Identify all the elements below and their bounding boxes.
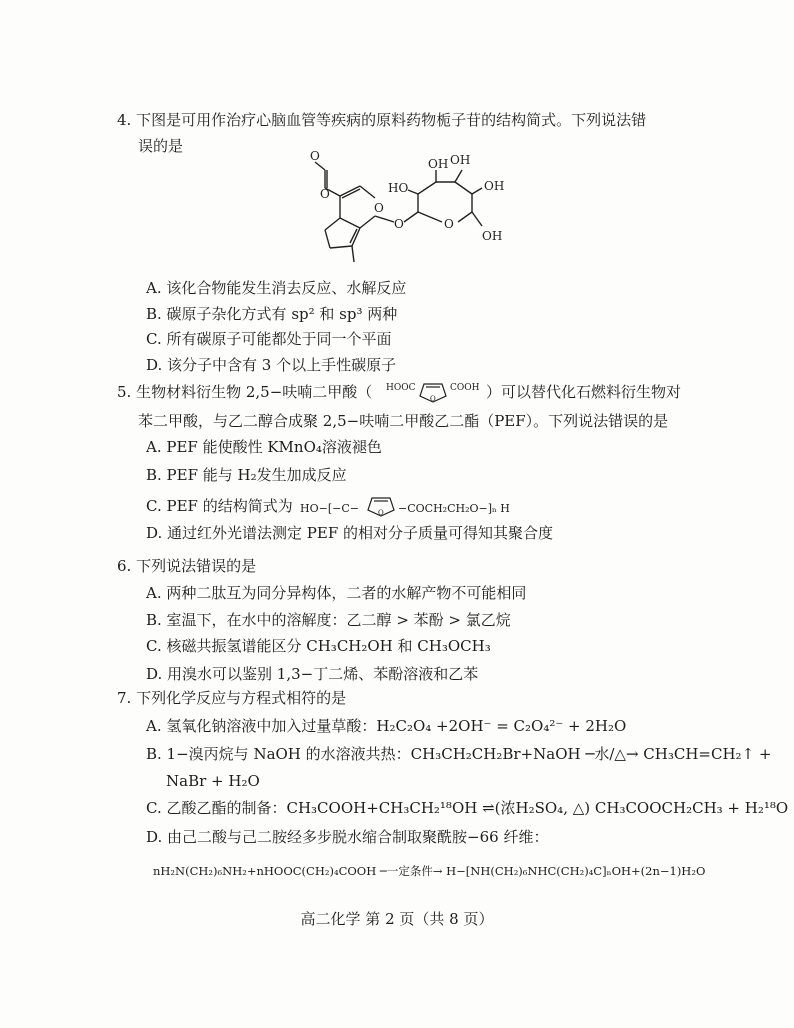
- q5-option-d: D. 通过红外光谱法测定 PEF 的相对分子质量可得知其聚合度: [146, 524, 554, 542]
- page-footer: 高二化学 第 2 页（共 8 页）: [300, 910, 494, 928]
- q7-option-a: A. 氢氧化钠溶液中加入过量草酸：H₂C₂O₄ +2OH⁻ = C₂O₄²⁻ + 2H₂O: [146, 717, 627, 735]
- q5-furan-left: HOOC: [386, 383, 416, 393]
- q5-pef-right: −COCH₂CH₂O−]ₙ H: [398, 502, 510, 515]
- q4-option-a: A. 该化合物能发生消去反应、水解反应: [146, 279, 407, 297]
- q4-label-o1: O: [310, 150, 320, 163]
- q4-structure-diagram: [290, 150, 520, 280]
- q6-option-b: B. 室温下，在水中的溶解度：乙二醇 > 苯酚 > 氯乙烷: [146, 611, 511, 629]
- q7-option-b: B. 1−溴丙烷与 NaOH 的水溶液共热：CH₃CH₂CH₂Br+NaOH ─水/△→ CH₃CH=CH₂↑ +: [146, 745, 772, 763]
- q7-stem: 7. 下列化学反应与方程式相符的是: [117, 689, 347, 707]
- q5-stem-line1-b: ）可以替代化石燃料衍生物对: [486, 383, 682, 401]
- q7-option-b-cont: NaBr + H₂O: [166, 772, 260, 790]
- q7-nylon-equation: nH₂N(CH₂)₆NH₂+nHOOC(CH₂)₄COOH ─一定条件→ H−[NH(CH₂)₆NHC(CH₂)₄C]ₙOH+(2n−1)H₂O: [153, 864, 706, 878]
- q6-option-a: A. 两种二肽互为同分异构体，二者的水解产物不可能相同: [146, 584, 527, 602]
- q4-label-ho: HO: [388, 181, 409, 195]
- q4-label-oh4: OH: [482, 229, 503, 243]
- q7-option-c: C. 乙酸乙酯的制备：CH₃COOH+CH₃CH₂¹⁸OH ⇌(浓H₂SO₄, △) CH₃COOCH₂CH₃ + H₂¹⁸O: [146, 799, 789, 817]
- q4-option-b: B. 碳原子杂化方式有 sp² 和 sp³ 两种: [146, 305, 398, 323]
- q6-stem: 6. 下列说法错误的是: [117, 557, 257, 575]
- q5-pef-left: HO−[−C−: [300, 502, 359, 515]
- q4-label-o2: O: [320, 187, 330, 201]
- q6-option-c: C. 核磁共振氢谱能区分 CH₃CH₂OH 和 CH₃OCH₃: [146, 637, 491, 655]
- q6-option-d: D. 用溴水可以鉴别 1,3−丁二烯、苯酚溶液和乙苯: [146, 665, 479, 683]
- q5-option-a: A. PEF 能使酸性 KMnO₄溶液褪色: [146, 438, 382, 456]
- q5-pef-formula: [300, 488, 530, 520]
- q5-stem-line1-a: 5. 生物材料衍生物 2,5−呋喃二甲酸（: [117, 383, 373, 401]
- q4-stem-line1: 4. 下图是可用作治疗心脑血管等疾病的原料药物栀子苷的结构简式。下列说法错: [117, 111, 647, 129]
- q4-label-o4: O: [394, 217, 404, 231]
- q5-furan-diagram: [384, 376, 484, 406]
- q5-furan-right: COOH: [450, 383, 480, 393]
- q5-stem-line2: 苯二甲酸，与乙二醇合成聚 2,5−呋喃二甲酸乙二酯（PEF）。下列说法错误的是: [138, 412, 669, 430]
- q4-label-o3: O: [374, 201, 384, 215]
- q4-label-oh2: OH: [428, 157, 449, 171]
- q4-label-oh3: OH: [484, 179, 505, 193]
- q4-option-c: C. 所有碳原子可能都处于同一个平面: [146, 330, 392, 348]
- q4-option-d: D. 该分子中含有 3 个以上手性碳原子: [146, 356, 397, 374]
- q4-label-oh1: OH: [450, 153, 471, 167]
- q5-option-c: C. PEF 的结构简式为: [146, 497, 293, 515]
- q5-furan-o: O: [430, 395, 436, 403]
- q7-option-d: D. 由己二酸与己二胺经多步脱水缩合制取聚酰胺−66 纤维：: [146, 828, 549, 846]
- q5-pef-o: O: [378, 509, 384, 517]
- q5-option-b: B. PEF 能与 H₂发生加成反应: [146, 466, 347, 484]
- q4-label-o5: O: [444, 217, 454, 231]
- q4-stem-line2: 误的是: [138, 137, 184, 155]
